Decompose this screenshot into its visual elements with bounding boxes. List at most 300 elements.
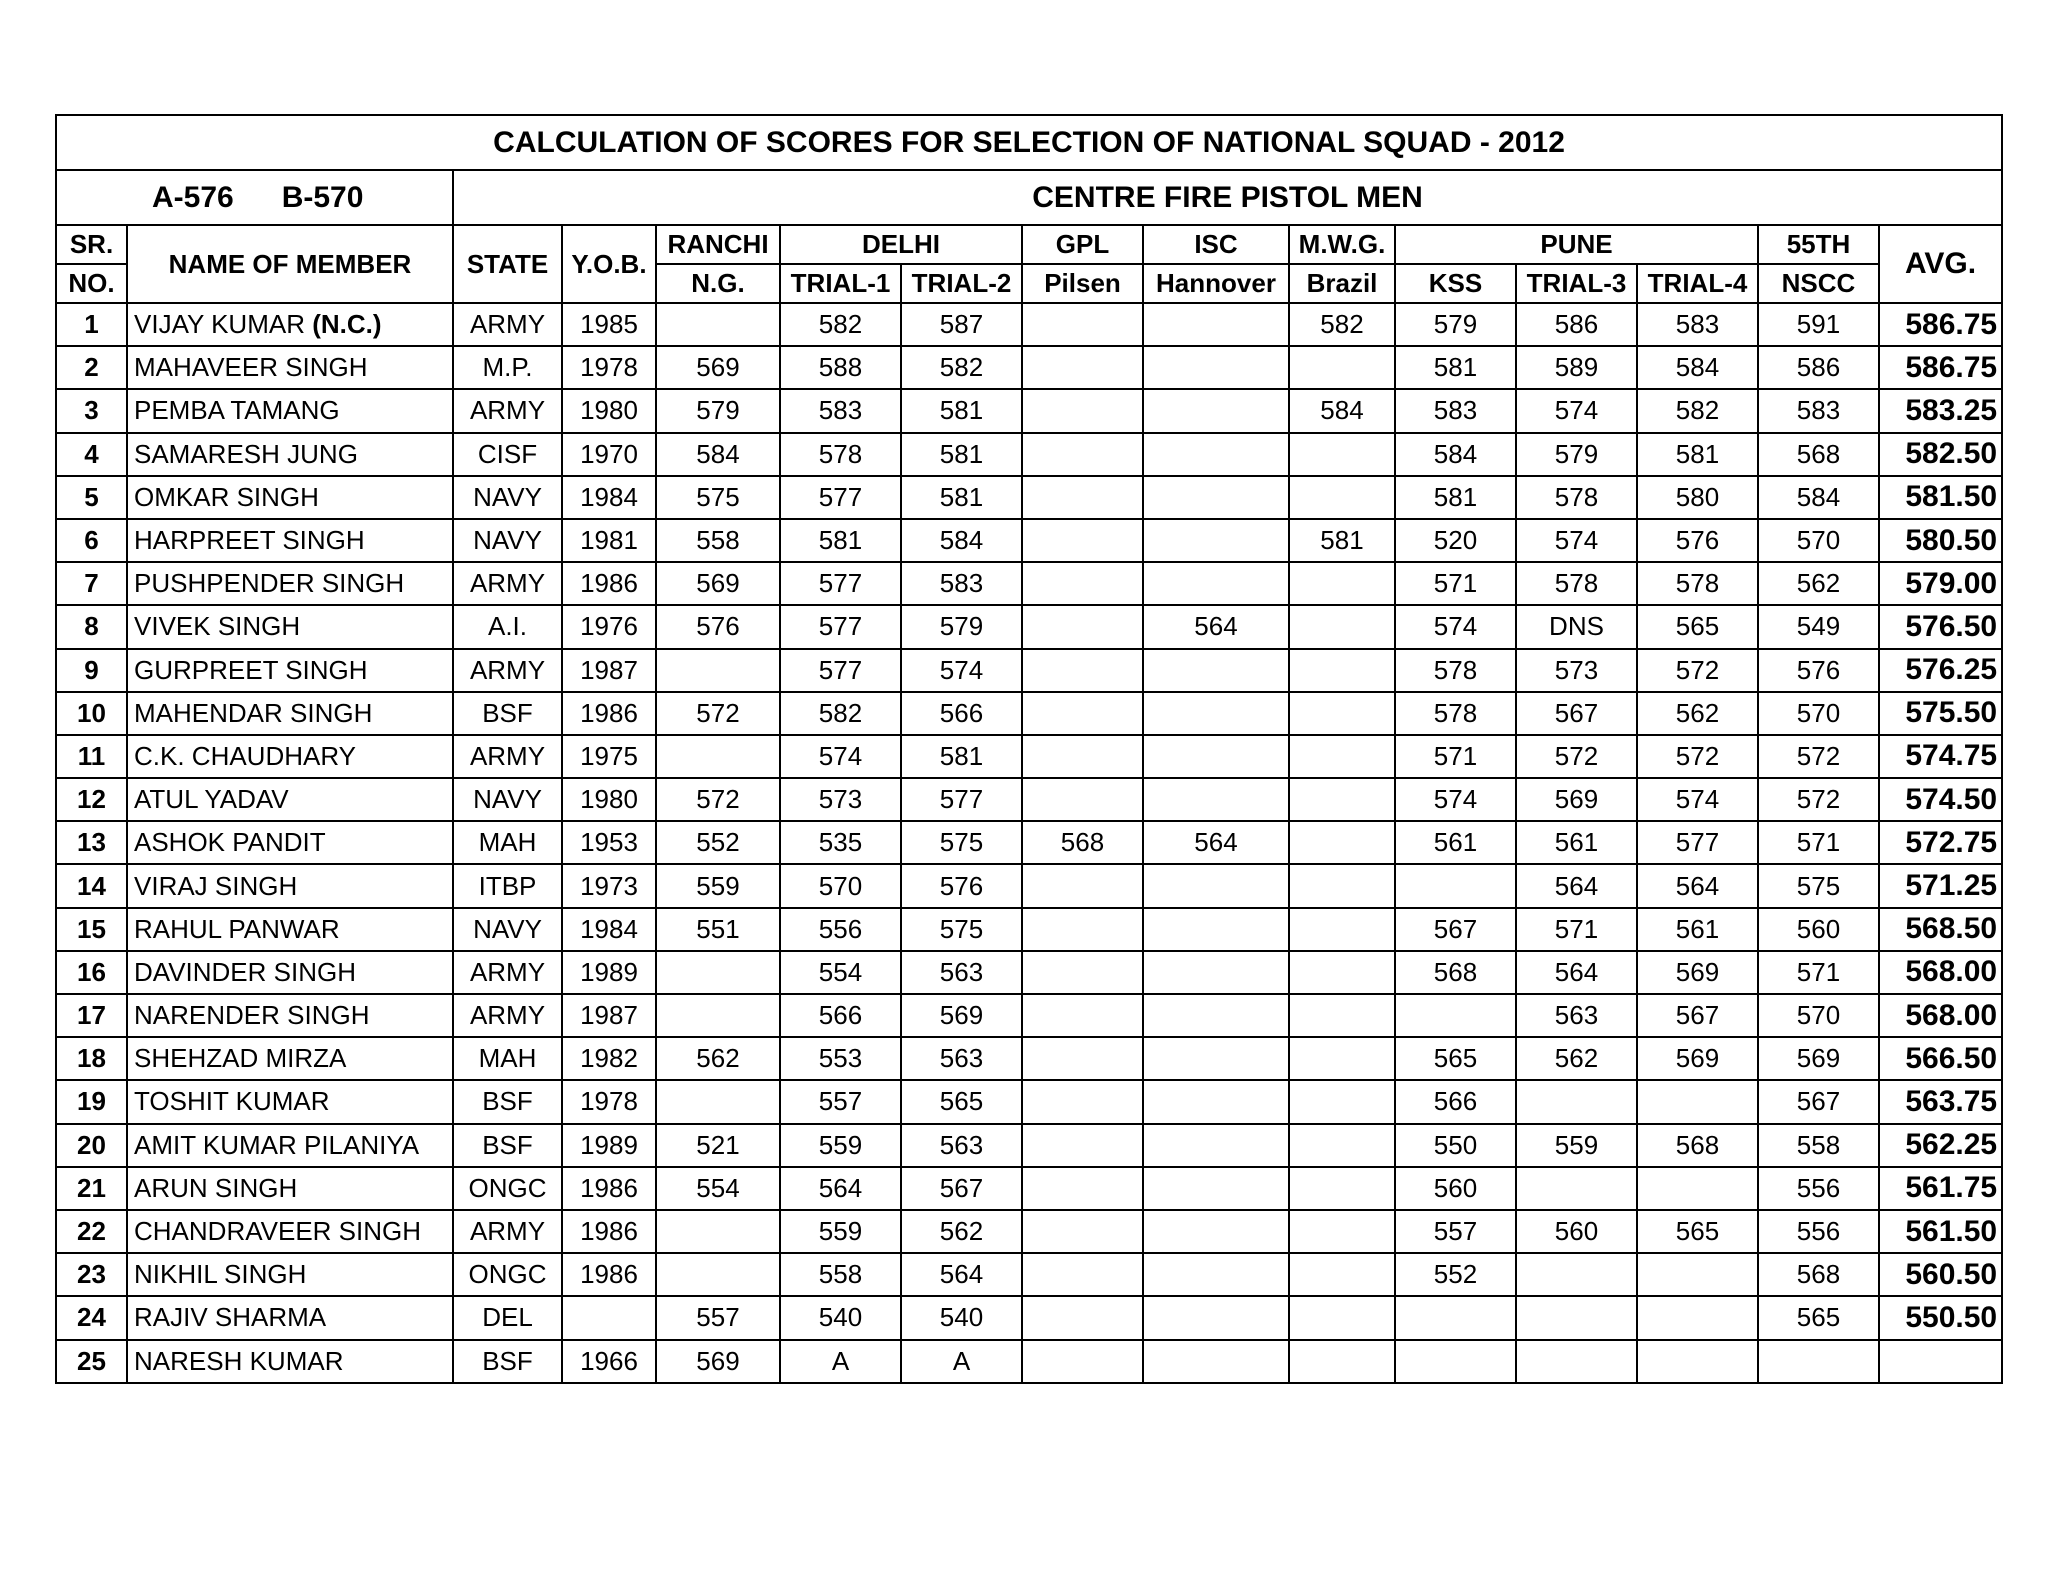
- cell-avg: 574.50: [1879, 778, 2002, 821]
- cell-pune-trial3: 571: [1516, 908, 1637, 951]
- cell-pune-kss: 567: [1395, 908, 1516, 951]
- cell-yob: 1973: [562, 864, 656, 907]
- cell-pune-kss: 561: [1395, 821, 1516, 864]
- cell-sr: 9: [56, 649, 127, 692]
- cell-sr: 10: [56, 692, 127, 735]
- cell-pune-trial4: 582: [1637, 389, 1758, 432]
- table-row: [56, 1340, 2002, 1383]
- cell-isc-hannover: [1143, 908, 1289, 951]
- header-trial3: TRIAL-3: [1516, 264, 1637, 303]
- table-row: [56, 821, 2002, 864]
- cell-sr: 8: [56, 605, 127, 648]
- cell-sr: 1: [56, 303, 127, 346]
- cell-name: [127, 1296, 453, 1339]
- cell-avg: 571.25: [1879, 864, 2002, 907]
- cell-mwg-brazil: [1289, 1037, 1395, 1080]
- cell-pune-trial4: 562: [1637, 692, 1758, 735]
- cell-delhi-trial2: 587: [901, 303, 1022, 346]
- cell-sr: 17: [56, 994, 127, 1037]
- cell-ranchi-ng: 558: [656, 519, 780, 562]
- cell-gpl-pilsen: [1022, 303, 1143, 346]
- cell-nscc: 583: [1758, 389, 1879, 432]
- cell-isc-hannover: [1143, 433, 1289, 476]
- member-name: SHEHZAD MIRZA: [134, 1043, 347, 1074]
- cell-nscc: 549: [1758, 605, 1879, 648]
- cell-ranchi-ng: [656, 1080, 780, 1123]
- cell-pune-kss: 579: [1395, 303, 1516, 346]
- cell-pune-kss: 574: [1395, 605, 1516, 648]
- cell-name: [127, 1340, 453, 1383]
- cell-pune-trial4: 565: [1637, 605, 1758, 648]
- member-name: C.K. CHAUDHARY: [134, 740, 357, 771]
- cell-pune-trial3: 586: [1516, 303, 1637, 346]
- cell-delhi-trial2: 581: [901, 735, 1022, 778]
- cell-state: BSF: [453, 1124, 562, 1167]
- cell-name: [127, 1253, 453, 1296]
- cell-ranchi-ng: 554: [656, 1167, 780, 1210]
- cell-state: NAVY: [453, 908, 562, 951]
- cell-sr: 21: [56, 1167, 127, 1210]
- cell-pune-trial3: 574: [1516, 389, 1637, 432]
- cell-pune-trial4: [1637, 1253, 1758, 1296]
- cell-yob: 1976: [562, 605, 656, 648]
- member-name: NIKHIL SINGH: [134, 1259, 307, 1290]
- cell-isc-hannover: [1143, 1167, 1289, 1210]
- header-avg: AVG.: [1879, 225, 2002, 303]
- cell-name: [127, 1124, 453, 1167]
- cell-isc-hannover: [1143, 692, 1289, 735]
- cell-yob: 1986: [562, 1167, 656, 1210]
- cell-pune-trial3: 578: [1516, 476, 1637, 519]
- cell-gpl-pilsen: [1022, 778, 1143, 821]
- cell-pune-kss: 552: [1395, 1253, 1516, 1296]
- cell-nscc: 572: [1758, 735, 1879, 778]
- cell-delhi-trial1: 573: [780, 778, 901, 821]
- header-name: NAME OF MEMBER: [127, 225, 453, 303]
- cell-yob: 1986: [562, 1210, 656, 1253]
- cell-state: ARMY: [453, 389, 562, 432]
- cell-avg: 560.50: [1879, 1253, 2002, 1296]
- table-row: [56, 1296, 2002, 1339]
- cell-state: ONGC: [453, 1253, 562, 1296]
- cell-gpl-pilsen: [1022, 605, 1143, 648]
- cell-pune-trial3: 559: [1516, 1124, 1637, 1167]
- cell-isc-hannover: 564: [1143, 821, 1289, 864]
- cell-isc-hannover: 564: [1143, 605, 1289, 648]
- cell-delhi-trial1: 577: [780, 476, 901, 519]
- cell-name: [127, 994, 453, 1037]
- cell-state: MAH: [453, 821, 562, 864]
- cell-sr: 13: [56, 821, 127, 864]
- cell-sr: 12: [56, 778, 127, 821]
- cell-sr: 2: [56, 346, 127, 389]
- cell-pune-kss: 520: [1395, 519, 1516, 562]
- member-name: PUSHPENDER SINGH: [134, 568, 405, 599]
- cell-pune-trial4: 567: [1637, 994, 1758, 1037]
- header-55th: 55TH: [1758, 225, 1879, 264]
- table-row: [56, 562, 2002, 605]
- cell-delhi-trial2: 582: [901, 346, 1022, 389]
- cell-sr: 16: [56, 951, 127, 994]
- cell-delhi-trial2: 581: [901, 476, 1022, 519]
- cell-gpl-pilsen: [1022, 1340, 1143, 1383]
- cell-pune-trial4: 569: [1637, 951, 1758, 994]
- cell-pune-kss: 571: [1395, 735, 1516, 778]
- header-kss: KSS: [1395, 264, 1516, 303]
- cell-delhi-trial1: 566: [780, 994, 901, 1037]
- cell-delhi-trial2: 563: [901, 1124, 1022, 1167]
- cell-ranchi-ng: 579: [656, 389, 780, 432]
- cell-avg: 572.75: [1879, 821, 2002, 864]
- cell-yob: 1986: [562, 562, 656, 605]
- cell-avg: 579.00: [1879, 562, 2002, 605]
- table-row: [56, 346, 2002, 389]
- cell-nscc: 568: [1758, 433, 1879, 476]
- cell-pune-trial3: 561: [1516, 821, 1637, 864]
- cell-yob: 1981: [562, 519, 656, 562]
- cell-pune-trial4: [1637, 1080, 1758, 1123]
- member-name: CHANDRAVEER SINGH: [134, 1216, 422, 1247]
- cell-avg: 568.50: [1879, 908, 2002, 951]
- cell-avg: 562.25: [1879, 1124, 2002, 1167]
- cell-mwg-brazil: [1289, 908, 1395, 951]
- cell-mwg-brazil: [1289, 1253, 1395, 1296]
- cell-pune-kss: 583: [1395, 389, 1516, 432]
- cell-ranchi-ng: 557: [656, 1296, 780, 1339]
- table-row: [56, 649, 2002, 692]
- cell-ranchi-ng: [656, 1210, 780, 1253]
- cell-mwg-brazil: [1289, 692, 1395, 735]
- cell-delhi-trial1: 578: [780, 433, 901, 476]
- cell-name: [127, 433, 453, 476]
- table-row: [56, 994, 2002, 1037]
- header-no: NO.: [56, 264, 127, 303]
- cell-name: [127, 1080, 453, 1123]
- cell-name: [127, 778, 453, 821]
- cell-nscc: 570: [1758, 994, 1879, 1037]
- table-row: [56, 605, 2002, 648]
- cell-delhi-trial2: 581: [901, 433, 1022, 476]
- cell-mwg-brazil: [1289, 1210, 1395, 1253]
- cell-pune-trial3: 560: [1516, 1210, 1637, 1253]
- cell-delhi-trial2: 567: [901, 1167, 1022, 1210]
- cell-state: BSF: [453, 692, 562, 735]
- cell-state: NAVY: [453, 778, 562, 821]
- cell-pune-trial3: [1516, 1253, 1637, 1296]
- cell-mwg-brazil: [1289, 994, 1395, 1037]
- cell-ranchi-ng: 521: [656, 1124, 780, 1167]
- table-row: [56, 519, 2002, 562]
- cell-pune-trial4: 574: [1637, 778, 1758, 821]
- cell-pune-trial3: 573: [1516, 649, 1637, 692]
- cell-sr: 23: [56, 1253, 127, 1296]
- cell-mwg-brazil: [1289, 1080, 1395, 1123]
- cell-mwg-brazil: [1289, 1124, 1395, 1167]
- cell-pune-trial3: 589: [1516, 346, 1637, 389]
- cell-sr: 20: [56, 1124, 127, 1167]
- cell-pune-trial3: 563: [1516, 994, 1637, 1037]
- cell-mwg-brazil: [1289, 476, 1395, 519]
- cell-gpl-pilsen: [1022, 864, 1143, 907]
- cell-state: BSF: [453, 1340, 562, 1383]
- cell-avg: 561.50: [1879, 1210, 2002, 1253]
- cell-delhi-trial1: 553: [780, 1037, 901, 1080]
- cell-ranchi-ng: 569: [656, 346, 780, 389]
- cell-delhi-trial1: 577: [780, 562, 901, 605]
- cell-pune-trial4: 578: [1637, 562, 1758, 605]
- cell-avg: 576.50: [1879, 605, 2002, 648]
- cell-isc-hannover: [1143, 1340, 1289, 1383]
- cell-pune-trial4: 572: [1637, 735, 1758, 778]
- header-yob: Y.O.B.: [562, 225, 656, 303]
- cell-mwg-brazil: 582: [1289, 303, 1395, 346]
- cell-delhi-trial2: 581: [901, 389, 1022, 432]
- cell-name: [127, 1210, 453, 1253]
- cell-sr: 3: [56, 389, 127, 432]
- cell-gpl-pilsen: [1022, 994, 1143, 1037]
- cell-ranchi-ng: 551: [656, 908, 780, 951]
- cell-ranchi-ng: [656, 951, 780, 994]
- cell-ranchi-ng: 572: [656, 778, 780, 821]
- cell-pune-kss: 557: [1395, 1210, 1516, 1253]
- member-name: MAHAVEER SINGH: [134, 352, 368, 383]
- cell-name: [127, 303, 453, 346]
- table-row: [56, 1080, 2002, 1123]
- cell-avg: 568.00: [1879, 994, 2002, 1037]
- cell-sr: 22: [56, 1210, 127, 1253]
- table-row: [56, 389, 2002, 432]
- cell-ranchi-ng: 569: [656, 1340, 780, 1383]
- member-name: OMKAR SINGH: [134, 481, 319, 512]
- cell-mwg-brazil: [1289, 649, 1395, 692]
- cell-state: ARMY: [453, 649, 562, 692]
- cell-pune-kss: [1395, 1340, 1516, 1383]
- cell-mwg-brazil: [1289, 864, 1395, 907]
- cell-delhi-trial2: 574: [901, 649, 1022, 692]
- cell-delhi-trial1: 557: [780, 1080, 901, 1123]
- cell-pune-kss: 568: [1395, 951, 1516, 994]
- cell-yob: 1970: [562, 433, 656, 476]
- cell-pune-kss: [1395, 994, 1516, 1037]
- table-row: [56, 735, 2002, 778]
- cell-avg: 550.50: [1879, 1296, 2002, 1339]
- cell-gpl-pilsen: 568: [1022, 821, 1143, 864]
- cell-delhi-trial1: 588: [780, 346, 901, 389]
- member-name: DAVINDER SINGH: [134, 956, 356, 987]
- cell-delhi-trial1: 559: [780, 1124, 901, 1167]
- member-name: VIVEK SINGH: [134, 611, 301, 642]
- cell-yob: 1978: [562, 346, 656, 389]
- cell-sr: 24: [56, 1296, 127, 1339]
- cell-avg: 574.75: [1879, 735, 2002, 778]
- cell-state: ARMY: [453, 562, 562, 605]
- cell-mwg-brazil: [1289, 735, 1395, 778]
- member-name: SAMARESH JUNG: [134, 438, 358, 469]
- cell-name: [127, 1167, 453, 1210]
- cell-mwg-brazil: [1289, 1167, 1395, 1210]
- member-name: TOSHIT KUMAR: [134, 1086, 330, 1117]
- cell-pune-trial4: 576: [1637, 519, 1758, 562]
- member-name: RAHUL PANWAR: [134, 913, 340, 944]
- cell-state: ARMY: [453, 1210, 562, 1253]
- mqs-a: A-576: [152, 180, 234, 214]
- cell-avg: 566.50: [1879, 1037, 2002, 1080]
- cell-avg: 586.75: [1879, 303, 2002, 346]
- cell-gpl-pilsen: [1022, 1080, 1143, 1123]
- header-ranchi: RANCHI: [656, 225, 780, 264]
- cell-yob: 1980: [562, 778, 656, 821]
- cell-avg: 580.50: [1879, 519, 2002, 562]
- cell-gpl-pilsen: [1022, 519, 1143, 562]
- cell-state: BSF: [453, 1080, 562, 1123]
- cell-nscc: 556: [1758, 1210, 1879, 1253]
- cell-sr: 25: [56, 1340, 127, 1383]
- cell-mwg-brazil: [1289, 778, 1395, 821]
- cell-yob: 1986: [562, 692, 656, 735]
- cell-isc-hannover: [1143, 1037, 1289, 1080]
- member-name: GURPREET SINGH: [134, 654, 368, 685]
- table-row: [56, 1210, 2002, 1253]
- cell-yob: 1953: [562, 821, 656, 864]
- table-row: [56, 908, 2002, 951]
- cell-state: DEL: [453, 1296, 562, 1339]
- cell-isc-hannover: [1143, 519, 1289, 562]
- cell-state: CISF: [453, 433, 562, 476]
- cell-isc-hannover: [1143, 649, 1289, 692]
- member-name: AMIT KUMAR PILANIYA: [134, 1129, 420, 1160]
- member-name: ASHOK PANDIT: [134, 827, 326, 858]
- cell-gpl-pilsen: [1022, 1296, 1143, 1339]
- cell-avg: 586.75: [1879, 346, 2002, 389]
- header-mwg: M.W.G.: [1289, 225, 1395, 264]
- cell-delhi-trial1: 577: [780, 605, 901, 648]
- cell-pune-trial4: 581: [1637, 433, 1758, 476]
- table-row: [56, 303, 2002, 346]
- cell-state: ARMY: [453, 951, 562, 994]
- cell-state: MAH: [453, 1037, 562, 1080]
- cell-yob: 1987: [562, 649, 656, 692]
- cell-nscc: 584: [1758, 476, 1879, 519]
- cell-avg: 575.50: [1879, 692, 2002, 735]
- cell-mwg-brazil: [1289, 821, 1395, 864]
- cell-yob: 1989: [562, 1124, 656, 1167]
- cell-mwg-brazil: 584: [1289, 389, 1395, 432]
- cell-mwg-brazil: [1289, 346, 1395, 389]
- cell-avg: 582.50: [1879, 433, 2002, 476]
- cell-avg: [1879, 1340, 2002, 1383]
- header-sr: SR.: [56, 225, 127, 264]
- cell-state: M.P.: [453, 346, 562, 389]
- cell-isc-hannover: [1143, 1210, 1289, 1253]
- cell-gpl-pilsen: [1022, 389, 1143, 432]
- cell-pune-kss: 565: [1395, 1037, 1516, 1080]
- cell-pune-trial4: 565: [1637, 1210, 1758, 1253]
- cell-pune-kss: 584: [1395, 433, 1516, 476]
- member-name: PEMBA TAMANG: [134, 395, 340, 426]
- cell-nscc: 586: [1758, 346, 1879, 389]
- cell-nscc: 571: [1758, 821, 1879, 864]
- cell-name: [127, 692, 453, 735]
- cell-name: [127, 864, 453, 907]
- cell-isc-hannover: [1143, 476, 1289, 519]
- cell-isc-hannover: [1143, 951, 1289, 994]
- header-trial4: TRIAL-4: [1637, 264, 1758, 303]
- member-name: VIRAJ SINGH: [134, 870, 298, 901]
- member-name: VIJAY KUMAR: [134, 309, 305, 340]
- cell-gpl-pilsen: [1022, 1124, 1143, 1167]
- cell-state: A.I.: [453, 605, 562, 648]
- cell-yob: 1982: [562, 1037, 656, 1080]
- cell-delhi-trial2: 584: [901, 519, 1022, 562]
- cell-mwg-brazil: [1289, 1340, 1395, 1383]
- cell-delhi-trial1: 540: [780, 1296, 901, 1339]
- member-note: (N.C.): [312, 309, 382, 340]
- member-name: MAHENDAR SINGH: [134, 697, 373, 728]
- cell-name: [127, 649, 453, 692]
- cell-pune-kss: 578: [1395, 692, 1516, 735]
- cell-pune-trial3: 564: [1516, 951, 1637, 994]
- cell-pune-kss: 550: [1395, 1124, 1516, 1167]
- cell-yob: 1978: [562, 1080, 656, 1123]
- cell-gpl-pilsen: [1022, 562, 1143, 605]
- cell-delhi-trial1: 556: [780, 908, 901, 951]
- cell-isc-hannover: [1143, 562, 1289, 605]
- cell-name: [127, 346, 453, 389]
- cell-delhi-trial2: 575: [901, 908, 1022, 951]
- cell-isc-hannover: [1143, 1296, 1289, 1339]
- cell-pune-trial4: 584: [1637, 346, 1758, 389]
- table-row: [56, 692, 2002, 735]
- cell-pune-kss: 578: [1395, 649, 1516, 692]
- cell-pune-trial3: [1516, 1296, 1637, 1339]
- header-nscc: NSCC: [1758, 264, 1879, 303]
- cell-delhi-trial1: 582: [780, 692, 901, 735]
- cell-nscc: 562: [1758, 562, 1879, 605]
- cell-nscc: 571: [1758, 951, 1879, 994]
- header-delhi: DELHI: [780, 225, 1022, 264]
- member-name: ATUL YADAV: [134, 784, 289, 815]
- cell-pune-trial4: 580: [1637, 476, 1758, 519]
- cell-ranchi-ng: [656, 994, 780, 1037]
- cell-pune-trial3: [1516, 1080, 1637, 1123]
- cell-yob: 1975: [562, 735, 656, 778]
- cell-state: ARMY: [453, 994, 562, 1037]
- cell-pune-trial3: [1516, 1340, 1637, 1383]
- cell-pune-trial3: DNS: [1516, 605, 1637, 648]
- cell-delhi-trial1: 574: [780, 735, 901, 778]
- header-trial2: TRIAL-2: [901, 264, 1022, 303]
- cell-delhi-trial2: 583: [901, 562, 1022, 605]
- cell-delhi-trial2: 562: [901, 1210, 1022, 1253]
- cell-sr: 6: [56, 519, 127, 562]
- cell-delhi-trial1: 582: [780, 303, 901, 346]
- cell-delhi-trial1: 581: [780, 519, 901, 562]
- header-hannover: Hannover: [1143, 264, 1289, 303]
- cell-state: ARMY: [453, 303, 562, 346]
- cell-isc-hannover: [1143, 303, 1289, 346]
- cell-pune-trial4: 577: [1637, 821, 1758, 864]
- cell-delhi-trial2: A: [901, 1340, 1022, 1383]
- cell-name: [127, 821, 453, 864]
- cell-avg: 583.25: [1879, 389, 2002, 432]
- cell-nscc: [1758, 1340, 1879, 1383]
- cell-gpl-pilsen: [1022, 476, 1143, 519]
- table-row: [56, 1037, 2002, 1080]
- cell-nscc: 567: [1758, 1080, 1879, 1123]
- cell-delhi-trial2: 569: [901, 994, 1022, 1037]
- cell-delhi-trial2: 577: [901, 778, 1022, 821]
- cell-isc-hannover: [1143, 1253, 1289, 1296]
